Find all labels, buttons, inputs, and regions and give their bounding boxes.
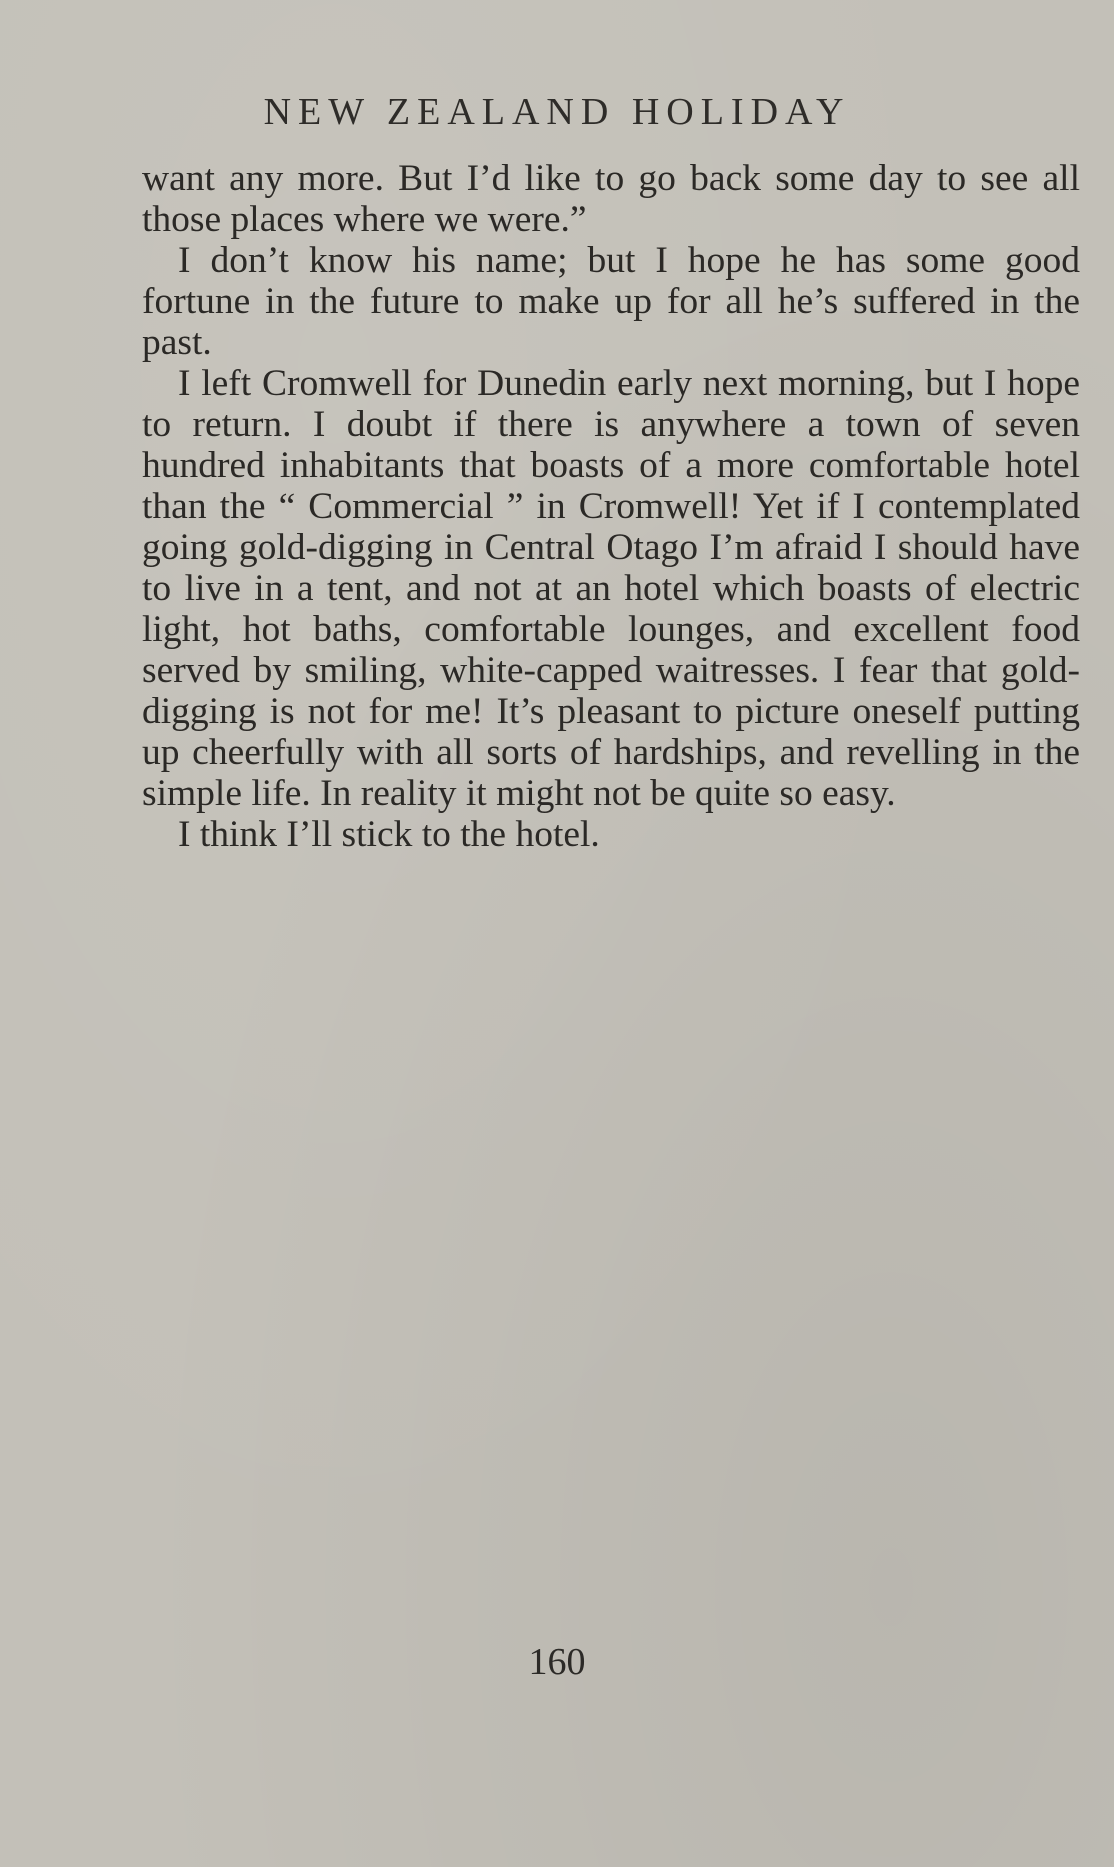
page-number: 160: [528, 1641, 586, 1683]
paragraph: I don’t know his name; but I hope he has some good fortune in the future to make up for all he’s suffered in the past.: [142, 240, 1080, 363]
body-text: [142, 158, 1080, 855]
paragraph: I left Cromwell for Dunedin early next morning, but I hope to return. I doubt if there is anywhere a town of seven hundred inhabitants that boasts of a more comfortable hotel than the “ Commercial ” in Cromwell! Yet if I contemplated going gold-digging in Central Otago I’m afraid I should have to live in a tent, and not at an hotel which boasts of electric light, hot baths, comfortable lounges, and excellent food served by smiling, white-capped waitresses. I fear that gold-digging is not for me! It’s pleasant to picture oneself putting up cheerfully with all sorts of hardships, and revelling in the simple life. In reality it might not be quite so easy.: [142, 363, 1080, 814]
paragraph-continuation: want any more. But I’d like to go back some day to see all those places where we were.”: [142, 158, 1080, 240]
running-head: NEW ZEALAND HOLIDAY: [263, 91, 851, 133]
paragraph: I think I’ll stick to the hotel.: [178, 814, 600, 855]
